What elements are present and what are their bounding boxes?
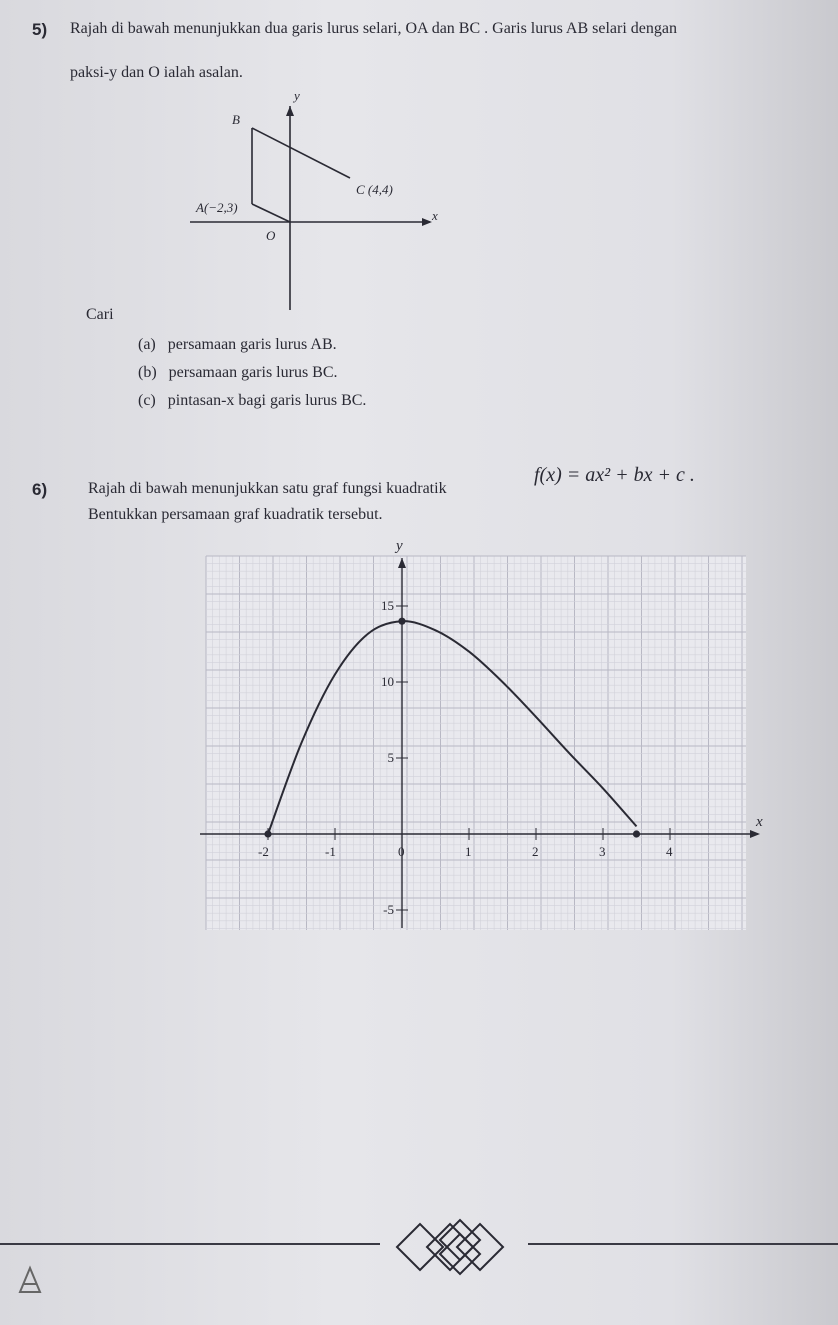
line-bc xyxy=(252,128,350,178)
point-b-label: B xyxy=(232,112,240,127)
question-5-text-line2: paksi-y dan O ialah asalan. xyxy=(70,64,243,81)
y-tick-label: 15 xyxy=(381,598,394,613)
quadratic-formula: f(x) = ax² + bx + c . xyxy=(534,464,695,486)
part-b-text: persamaan garis lurus BC. xyxy=(168,364,338,381)
x-axis-label: x xyxy=(432,208,438,223)
graph-paper xyxy=(206,556,746,930)
x-axis-arrow xyxy=(422,218,432,226)
question-6-text-line2: Bentukkan persamaan graf kuadratik tersebut. xyxy=(88,506,383,523)
y-axis-label: y xyxy=(396,538,403,554)
x-tick-label: 4 xyxy=(666,844,673,859)
question-5-text-line1: Rajah di bawah menunjukkan dua garis lurus selari, OA dan BC . Garis lurus AB selari dengan xyxy=(70,20,677,37)
y-tick-label: 5 xyxy=(387,750,394,765)
footer-rule-right xyxy=(528,1243,838,1245)
publisher-logo xyxy=(14,1262,46,1302)
question-5-number: 5) xyxy=(32,20,48,39)
y-tick-label: -5 xyxy=(383,902,394,917)
line-oa xyxy=(252,204,290,222)
part-b xyxy=(138,364,338,382)
x-tick-label: 3 xyxy=(599,844,606,859)
y-tick-label: 10 xyxy=(381,674,394,689)
point-c-label: C (4,4) xyxy=(356,182,393,197)
question-6-text-line1: Rajah di bawah menunjukkan satu graf fungsi kuadratik xyxy=(88,480,447,497)
part-c-text: pintasan-x bagi garis lurus BC. xyxy=(167,392,367,409)
x-tick-label: -1 xyxy=(325,844,336,859)
x-tick-label: 0 xyxy=(398,844,405,859)
marked-point xyxy=(398,618,405,625)
x-axis-label: x xyxy=(756,814,763,830)
x-tick-label: -2 xyxy=(258,844,269,859)
part-b-label: (b) xyxy=(138,364,157,381)
x-tick-label: 1 xyxy=(465,844,472,859)
footer-ornament xyxy=(385,1212,525,1282)
part-a xyxy=(138,336,337,354)
marked-point xyxy=(264,830,271,837)
marked-point xyxy=(633,830,640,837)
parallel-lines-figure xyxy=(190,86,450,316)
part-a-label: (a) xyxy=(138,336,156,353)
footer-rule-left xyxy=(0,1243,380,1245)
question-6-number: 6) xyxy=(32,480,48,499)
x-tick-label: 2 xyxy=(532,844,539,859)
y-axis-arrow xyxy=(286,106,294,116)
part-c xyxy=(138,392,366,410)
point-a-label: A(−2,3) xyxy=(196,200,238,215)
part-a-text: persamaan garis lurus AB. xyxy=(167,336,337,353)
quadratic-graph xyxy=(200,534,780,944)
y-axis-label: y xyxy=(294,88,300,103)
part-c-label: (c) xyxy=(138,392,156,409)
x-axis-arrow xyxy=(750,830,760,838)
origin-label: O xyxy=(266,228,276,243)
cari-label: Cari xyxy=(86,306,114,323)
